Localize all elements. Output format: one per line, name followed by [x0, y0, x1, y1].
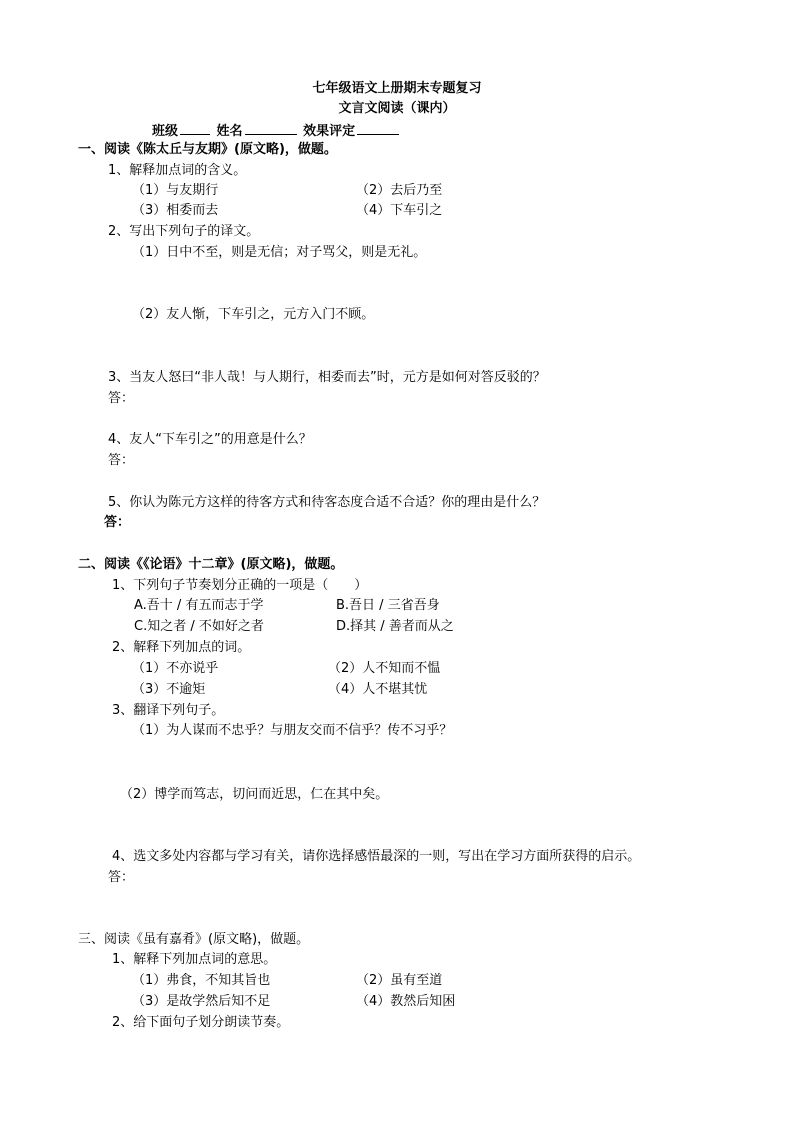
s2-q2-item-2: （2）人不知而不愠 [328, 661, 441, 676]
s2-q1-option-a: A.吾十 / 有五而志于学 [134, 598, 264, 613]
class-blank[interactable] [180, 120, 210, 135]
s1-question-1: 1、解释加点词的含义。 [108, 163, 247, 178]
s2-question-3: 3、翻译下列句子。 [112, 703, 225, 718]
s3-q1-item-2: （2）虽有至道 [356, 973, 443, 988]
s2-q1-option-b: B.吾日 / 三省吾身 [336, 598, 440, 613]
s2-q3-item-2: （2）博学而笃志，切问而近思，仁在其中矣。 [120, 787, 389, 802]
s1-question-3: 3、当友人怒曰“非人哉！与人期行，相委而去”时，元方是如何对答反驳的？ [108, 370, 546, 385]
s2-q1-option-c: C.知之者 / 不如好之者 [134, 619, 264, 634]
s2-q2-item-4: （4）人不堪其忧 [328, 682, 428, 697]
s1-q1-item-2: （2）去后乃至 [356, 183, 443, 198]
s1-question-2: 2、写出下列句子的译文。 [108, 224, 260, 239]
info-line [152, 120, 401, 141]
s2-q2-item-3: （3）不逾矩 [132, 682, 206, 697]
s1-answer-3: 答： [108, 391, 135, 406]
s1-q1-item-1: （1）与友期行 [132, 183, 219, 198]
name-blank[interactable] [245, 120, 297, 135]
page-title: 七年级语文上册期末专题复习 [312, 81, 482, 96]
s3-q1-item-3: （3）是故学然后知不足 [132, 994, 271, 1009]
section-2-heading: 二、阅读《《论语》十二章》(原文略)，做题。 [78, 557, 344, 572]
section-1-heading: 一、阅读《陈太丘与友期》(原文略)，做题。 [78, 142, 337, 157]
s2-question-2: 2、解释下列加点的词。 [112, 640, 251, 655]
s3-q1-item-1: （1）弗食，不知其旨也 [132, 973, 271, 988]
name-label: 姓名 [216, 124, 243, 139]
class-label: 班级 [152, 124, 179, 139]
s3-question-1: 1、解释下列加点词的意思。 [112, 952, 277, 967]
eval-blank[interactable] [357, 120, 399, 135]
s2-answer-4: 答： [108, 870, 135, 885]
s2-q1-option-d: D.择其 / 善者而从之 [336, 619, 454, 634]
s1-q2-item-1: （1）日中不至，则是无信；对子骂父，则是无礼。 [132, 245, 427, 260]
s1-q2-item-2: （2）友人惭，下车引之，元方入门不顾。 [132, 307, 375, 322]
s3-q1-item-4: （4）教然后知困 [356, 994, 456, 1009]
s1-q1-item-4: （4）下车引之 [356, 203, 443, 218]
s1-q1-item-3: （3）相委而去 [132, 203, 219, 218]
s2-question-1: 1、下列句子节奏划分正确的一项是（ ） [112, 578, 368, 593]
s1-question-5: 5、你认为陈元方这样的待客方式和待客态度合适不合适？你的理由是什么？ [108, 495, 546, 510]
s2-question-4: 4、选文多处内容都与学习有关，请你选择感悟最深的一则，写出在学习方面所获得的启示。 [112, 849, 641, 864]
s2-q2-item-1: （1）不亦说乎 [132, 661, 219, 676]
s1-answer-4: 答： [108, 453, 135, 468]
s3-question-2: 2、给下面句子划分朗读节奏。 [112, 1015, 290, 1030]
eval-label: 效果评定 [303, 124, 356, 139]
page-subtitle: 文言文阅读（课内） [338, 101, 456, 116]
s1-answer-5: 答： [104, 515, 131, 530]
s1-question-4: 4、友人“下车引之”的用意是什么？ [108, 432, 312, 447]
section-3-heading: 三、阅读《虽有嘉肴》(原文略)，做题。 [78, 932, 310, 947]
s2-q3-item-1: （1）为人谋而不忠乎？与朋友交而不信乎？传不习乎？ [132, 723, 453, 738]
